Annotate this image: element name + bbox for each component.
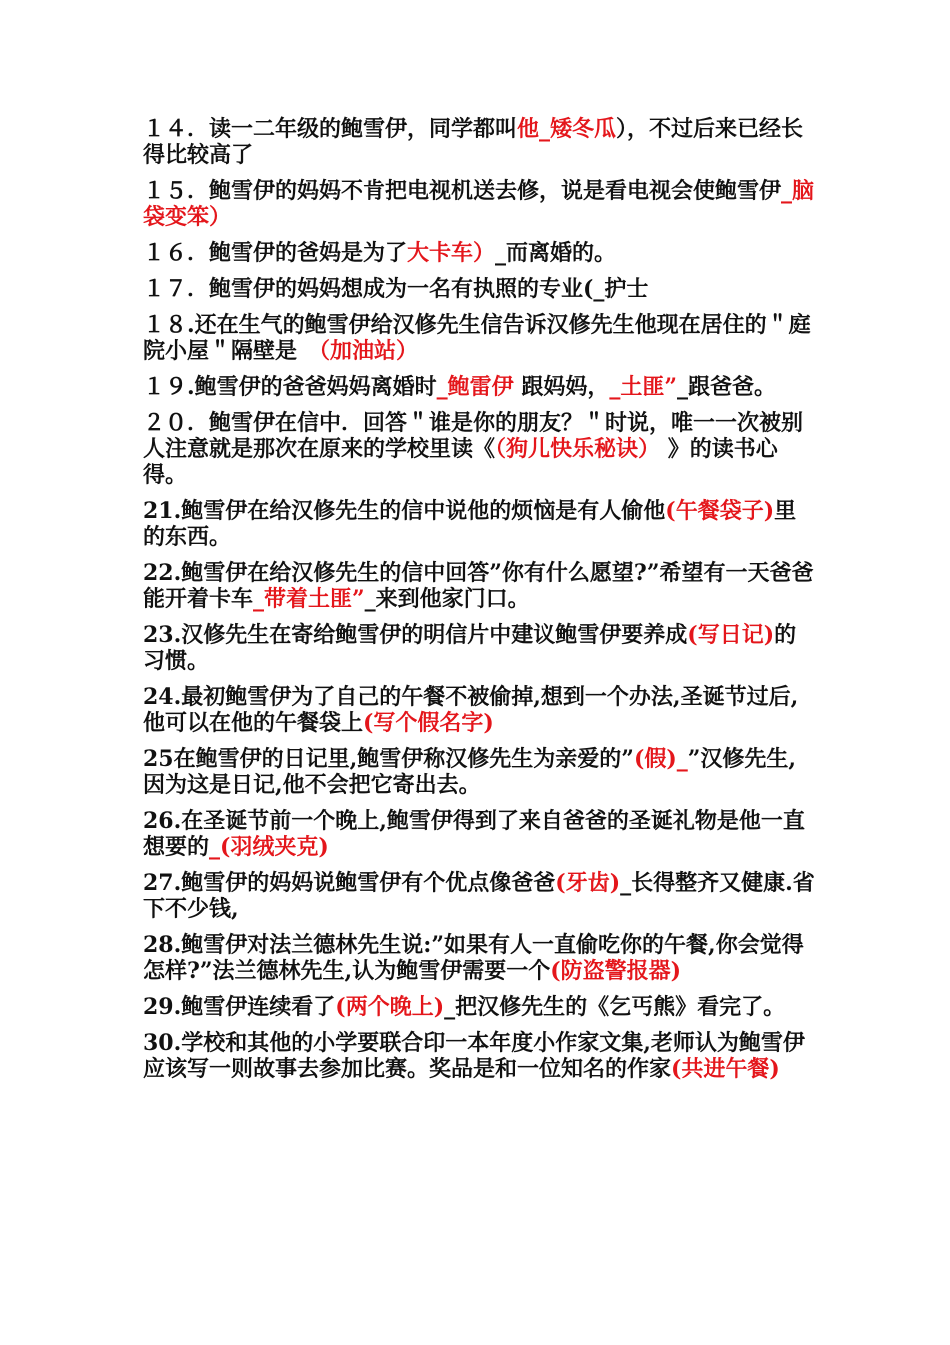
answer-text: （加油站）	[319, 338, 419, 364]
answer-text: _土匪”	[609, 374, 678, 400]
question-text: ），不过后来已经长得比较高了	[143, 116, 804, 168]
question-item	[143, 932, 815, 984]
answer-text: (假)_	[633, 746, 688, 772]
answer-text: (两个晚上)	[335, 994, 445, 1020]
question-item	[143, 240, 815, 266]
answer-text: (防盗警报器)	[550, 958, 682, 984]
question-item	[143, 312, 815, 364]
question-text: １６．鲍雪伊的爸妈是为了	[143, 240, 408, 266]
answer-text: (午餐袋子)	[665, 498, 775, 524]
question-item	[143, 276, 815, 302]
question-item	[143, 1030, 815, 1082]
question-text: １７．鲍雪伊的妈妈想成为一名有执照的专业(_护士	[143, 276, 649, 302]
question-text: １４．读一二年级的鲍雪伊，同学都叫	[143, 116, 518, 142]
question-text: １５．鲍雪伊的妈妈不肯把电视机送去修，说是看电视会使鲍雪伊	[143, 178, 782, 204]
question-text: 25在鲍雪伊的日记里,鲍雪伊称汉修先生为亲爱的”	[143, 746, 634, 772]
question-item	[143, 374, 815, 400]
question-text: 30.学校和其他的小学要联合印一本年度小作家文集,老师认为鲍雪伊应该写一则故事去参加比赛。奖品是和一位知名的作家	[143, 1030, 805, 1082]
question-item	[143, 560, 815, 612]
question-text: 24.最初鲍雪伊为了自己的午餐不被偷掉,想到一个办法,圣诞节过后,他可以在他的午餐袋上	[143, 684, 799, 736]
question-item	[143, 684, 815, 736]
answer-text: (共进午餐)	[671, 1056, 780, 1082]
question-text: _来到他家门口。	[364, 586, 530, 612]
question-text: ”汉修先生,因为这是日记,他不会把它寄出去。	[143, 746, 797, 798]
question-text: １９.鲍雪伊的爸爸妈妈离婚时	[143, 374, 437, 400]
question-item	[143, 994, 815, 1020]
question-text: _把汉修先生的《乞丐熊》看完了。	[444, 994, 786, 1020]
question-text: 跟妈妈，	[513, 374, 610, 400]
answer-text: _脑袋变笨）	[143, 178, 815, 230]
answer-text: (写日记)	[687, 622, 775, 648]
question-text: 里的东西。	[143, 498, 797, 550]
question-text: 29.鲍雪伊连续看了	[143, 994, 336, 1020]
question-text: ２０．鲍雪伊在信中．回答＂谁是你的朋友？＂时说，唯一一次被别人注意就是那次在原来的学校里读《	[143, 410, 804, 462]
question-list	[143, 116, 815, 1092]
question-text: 27.鲍雪伊的妈妈说鲍雪伊有个优点像爸爸	[143, 870, 556, 896]
answer-text: (牙齿)	[555, 870, 621, 896]
question-item	[143, 870, 815, 922]
question-item	[143, 178, 815, 230]
answer-text: _带着土匪”	[253, 586, 365, 612]
question-text: 23.汉修先生在寄给鲍雪伊的明信片中建议鲍雪伊要养成	[143, 622, 688, 648]
question-text: １８.还在生气的鲍雪伊给汉修先生信告诉汉修先生他现在居住的＂庭院小屋＂隔壁是	[143, 312, 811, 364]
answer-text: 他_矮冬瓜	[517, 116, 617, 142]
question-item	[143, 808, 815, 860]
question-item	[143, 622, 815, 674]
answer-text: （狗儿快乐秘诀）	[495, 436, 661, 462]
question-text: _长得整齐又健康.省下不少钱,	[143, 870, 815, 922]
question-item	[143, 116, 815, 168]
question-text: _跟爸爸。	[677, 374, 777, 400]
question-text: 28.鲍雪伊对法兰德林先生说:”如果有人一直偷吃你的午餐,你会觉得怎样?”法兰德林先生,认为鲍雪伊需要一个	[143, 932, 804, 984]
question-text: 26.在圣诞节前一个晚上,鲍雪伊得到了来自爸爸的圣诞礼物是他一直想要的	[143, 808, 805, 860]
question-text: 的习惯。	[143, 622, 797, 674]
question-text: 》的读书心得。	[143, 436, 778, 488]
question-item	[143, 410, 815, 488]
question-text: 21.鲍雪伊在给汉修先生的信中说他的烦恼是有人偷他	[143, 498, 666, 524]
answer-text: 大卡车）	[407, 240, 496, 266]
answer-text: (写个假名字)	[363, 710, 494, 736]
question-item	[143, 498, 815, 550]
question-text: 22.鲍雪伊在给汉修先生的信中回答”你有什么愿望?”希望有一天爸爸能开着卡车	[143, 560, 814, 612]
question-item	[143, 746, 815, 798]
answer-text: _(羽绒夹克)	[209, 834, 329, 860]
question-text: _而离婚的。	[495, 240, 617, 266]
answer-text: _鲍雷伊	[436, 374, 514, 400]
